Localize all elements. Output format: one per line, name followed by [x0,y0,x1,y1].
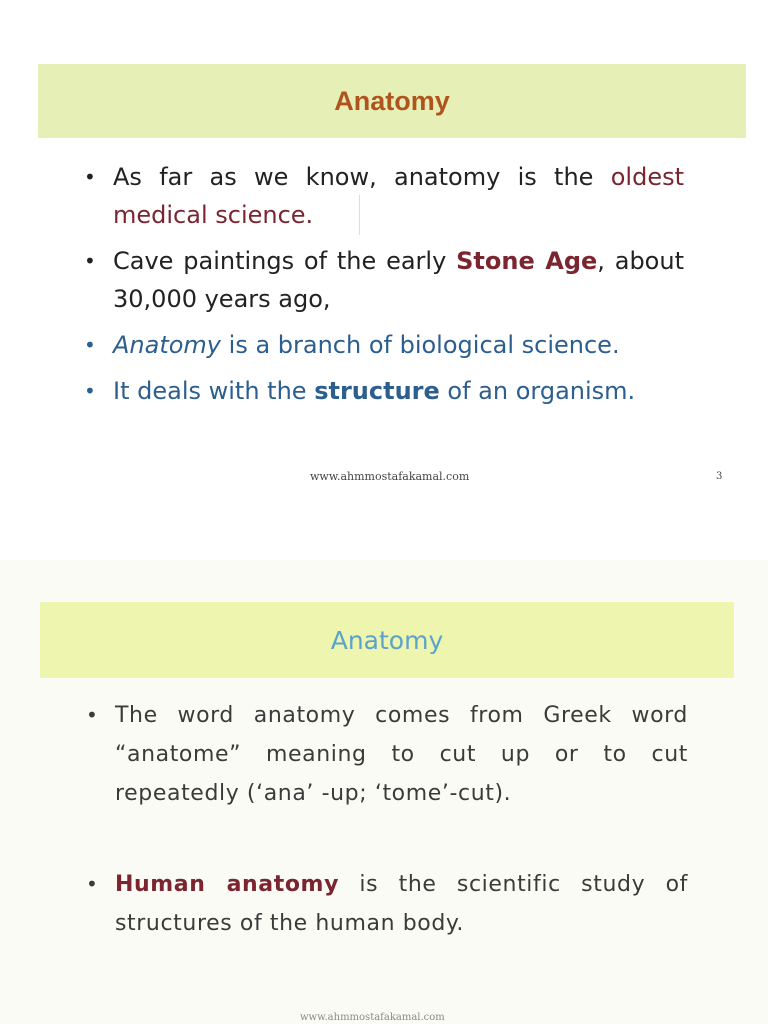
bullet-list [84,158,684,418]
bullet-item [84,326,684,364]
bullet-text: is the scientific study of structures of the human body. [115,872,688,936]
bullet-icon: • [84,379,96,403]
bullet-icon: • [84,249,96,273]
bullet-text: structure [314,377,440,405]
title-banner [38,64,746,138]
bullet-text: , about 30,000 years ago, [113,247,684,313]
bullet-list [86,696,688,943]
bullet-item [84,372,684,410]
bullet-icon: • [86,872,99,896]
bullet-text: oldest medical science. [113,163,684,229]
bullet-item [84,158,684,234]
bullet-text: Anatomy [113,331,222,359]
bullet-icon: • [86,703,99,727]
bullet-icon: • [84,333,96,357]
bullet-text: of an organism. [439,377,636,405]
bullet-text: is a branch of biological science. [221,331,620,359]
bullet-text: Human anatomy [115,872,340,897]
bullet-text: As far as we know, anatomy is the [113,163,611,191]
page-number: 3 [716,471,723,482]
bullet-icon: • [84,165,96,189]
bullet-item [86,696,688,813]
footer-url: www.ahmmostafakamal.com [300,1012,445,1023]
bullet-text: It deals with the [113,377,315,405]
slide-2 [0,560,768,1024]
footer-url: www.ahmmostafakamal.com [310,470,470,483]
bullet-text: Cave paintings of the early [113,247,457,275]
bullet-text: Stone Age [456,247,598,275]
title-banner [40,602,734,678]
bullet-item [84,242,684,318]
bullet-item [86,865,688,943]
bullet-text: The word anatomy comes from Greek word “anatome” meaning to cut up or to cut repeatedly (‘ana’ -up; ‘tome’-cut). [115,703,688,806]
slide-title: Anatomy [334,85,450,116]
slide-title: Anatomy [330,625,444,655]
